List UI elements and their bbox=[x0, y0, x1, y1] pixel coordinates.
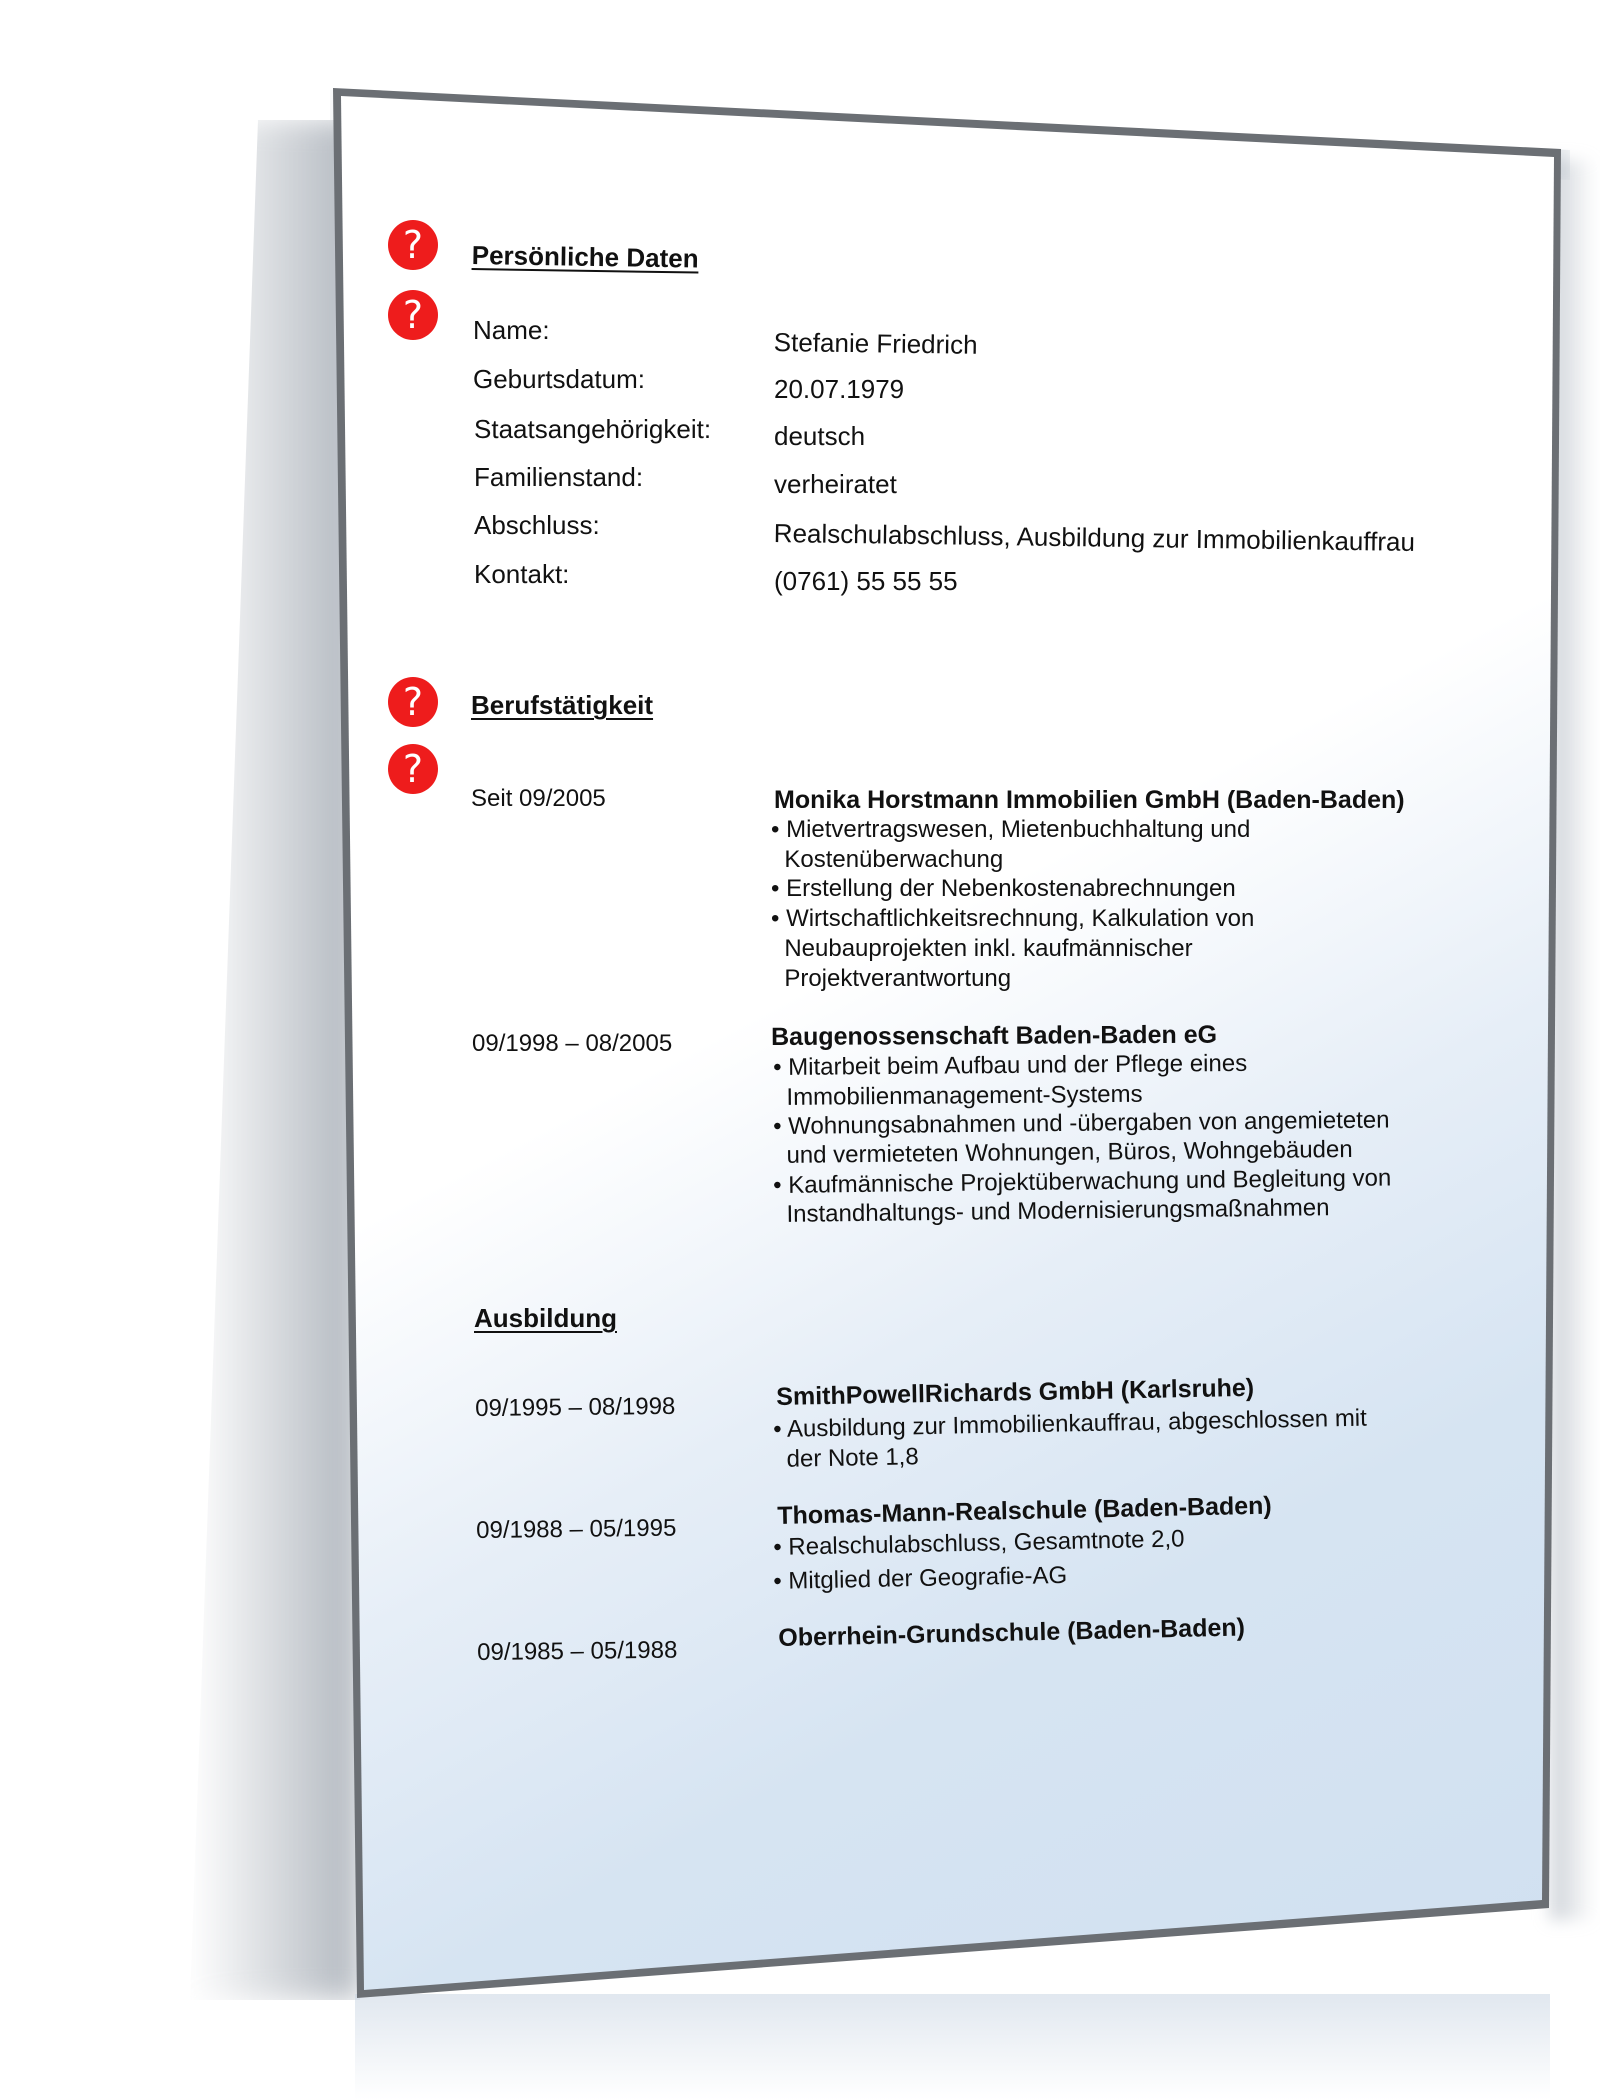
field-label: Abschluss: bbox=[474, 510, 600, 540]
sheet-reflection bbox=[355, 1994, 1550, 2100]
field-value: (0761) 55 55 55 bbox=[774, 566, 958, 596]
help-icon[interactable]: ? bbox=[388, 290, 438, 340]
sheet-shadow-left bbox=[190, 120, 360, 2000]
field-value: Realschulabschluss, Ausbildung zur Immobilienkauffrau bbox=[773, 518, 1416, 557]
entry-bullet: • Mitglied der Geografie-AG bbox=[773, 1561, 1068, 1595]
entry-bullet: • Wohnungsabnahmen und -übergaben von angemieteten bbox=[773, 1106, 1390, 1140]
entry-organization: Thomas-Mann-Realschule (Baden-Baden) bbox=[777, 1491, 1272, 1530]
section-heading-personal: Persönliche Daten bbox=[471, 240, 699, 274]
entry-organization: Oberrhein-Grundschule (Baden-Baden) bbox=[778, 1613, 1246, 1652]
section-heading-education: Ausbildung bbox=[474, 1303, 617, 1333]
field-label: Familienstand: bbox=[474, 462, 644, 492]
help-icon[interactable]: ? bbox=[388, 744, 438, 794]
entry-date: 09/1985 – 05/1988 bbox=[477, 1636, 678, 1666]
entry-bullet: Kostenüberwachung bbox=[771, 846, 1004, 873]
entry-date: 09/1998 – 08/2005 bbox=[472, 1030, 673, 1057]
entry-organization: Baugenossenschaft Baden-Baden eG bbox=[771, 1020, 1218, 1051]
entry-bullet: • Realschulabschluss, Gesamtnote 2,0 bbox=[773, 1525, 1185, 1561]
field-label: Geburtsdatum: bbox=[473, 364, 645, 394]
entry-bullet: und vermieteten Wohnungen, Büros, Wohngebäuden bbox=[773, 1135, 1353, 1169]
entry-organization: SmithPowellRichards GmbH (Karlsruhe) bbox=[776, 1373, 1255, 1411]
field-value: 20.07.1979 bbox=[774, 374, 905, 404]
entry-bullet: Immobilienmanagement-Systems bbox=[773, 1080, 1143, 1111]
entry-bullet: • Mitarbeit beim Aufbau und der Pflege eines bbox=[773, 1049, 1248, 1081]
entry-bullet: der Note 1,8 bbox=[773, 1443, 919, 1473]
entry-bullet: • Kaufmännische Projektüberwachung und Begleitung von bbox=[773, 1164, 1392, 1199]
field-value: Stefanie Friedrich bbox=[773, 327, 978, 360]
entry-bullet: • Wirtschaftlichkeitsrechnung, Kalkulation von bbox=[771, 905, 1255, 932]
entry-organization: Monika Horstmann Immobilien GmbH (Baden-Baden) bbox=[774, 786, 1405, 814]
entry-bullet: Projektverantwortung bbox=[771, 965, 1012, 992]
entry-date: Seit 09/2005 bbox=[471, 785, 606, 812]
entry-bullet: Neubauprojekten inkl. kaufmännischer bbox=[771, 935, 1193, 962]
field-value: verheiratet bbox=[774, 469, 897, 499]
entry-bullet: • Erstellung der Nebenkostenabrechnungen bbox=[771, 875, 1236, 902]
entry-bullet: • Mietvertragswesen, Mietenbuchhaltung und bbox=[771, 816, 1251, 843]
entry-date: 09/1995 – 08/1998 bbox=[475, 1392, 676, 1422]
entry-date: 09/1988 – 05/1995 bbox=[476, 1514, 677, 1544]
field-label: Name: bbox=[473, 315, 550, 345]
field-label: Staatsangehörigkeit: bbox=[474, 414, 712, 444]
field-value: deutsch bbox=[774, 421, 866, 451]
section-heading-career: Berufstätigkeit bbox=[471, 690, 654, 720]
entry-bullet: • Ausbildung zur Immobilienkauffrau, abgeschlossen mit bbox=[773, 1404, 1368, 1443]
help-icon[interactable]: ? bbox=[388, 677, 438, 727]
entry-bullet: Instandhaltungs- und Modernisierungsmaßnahmen bbox=[773, 1194, 1330, 1228]
help-icon[interactable]: ? bbox=[388, 220, 438, 270]
field-label: Kontakt: bbox=[474, 559, 570, 589]
